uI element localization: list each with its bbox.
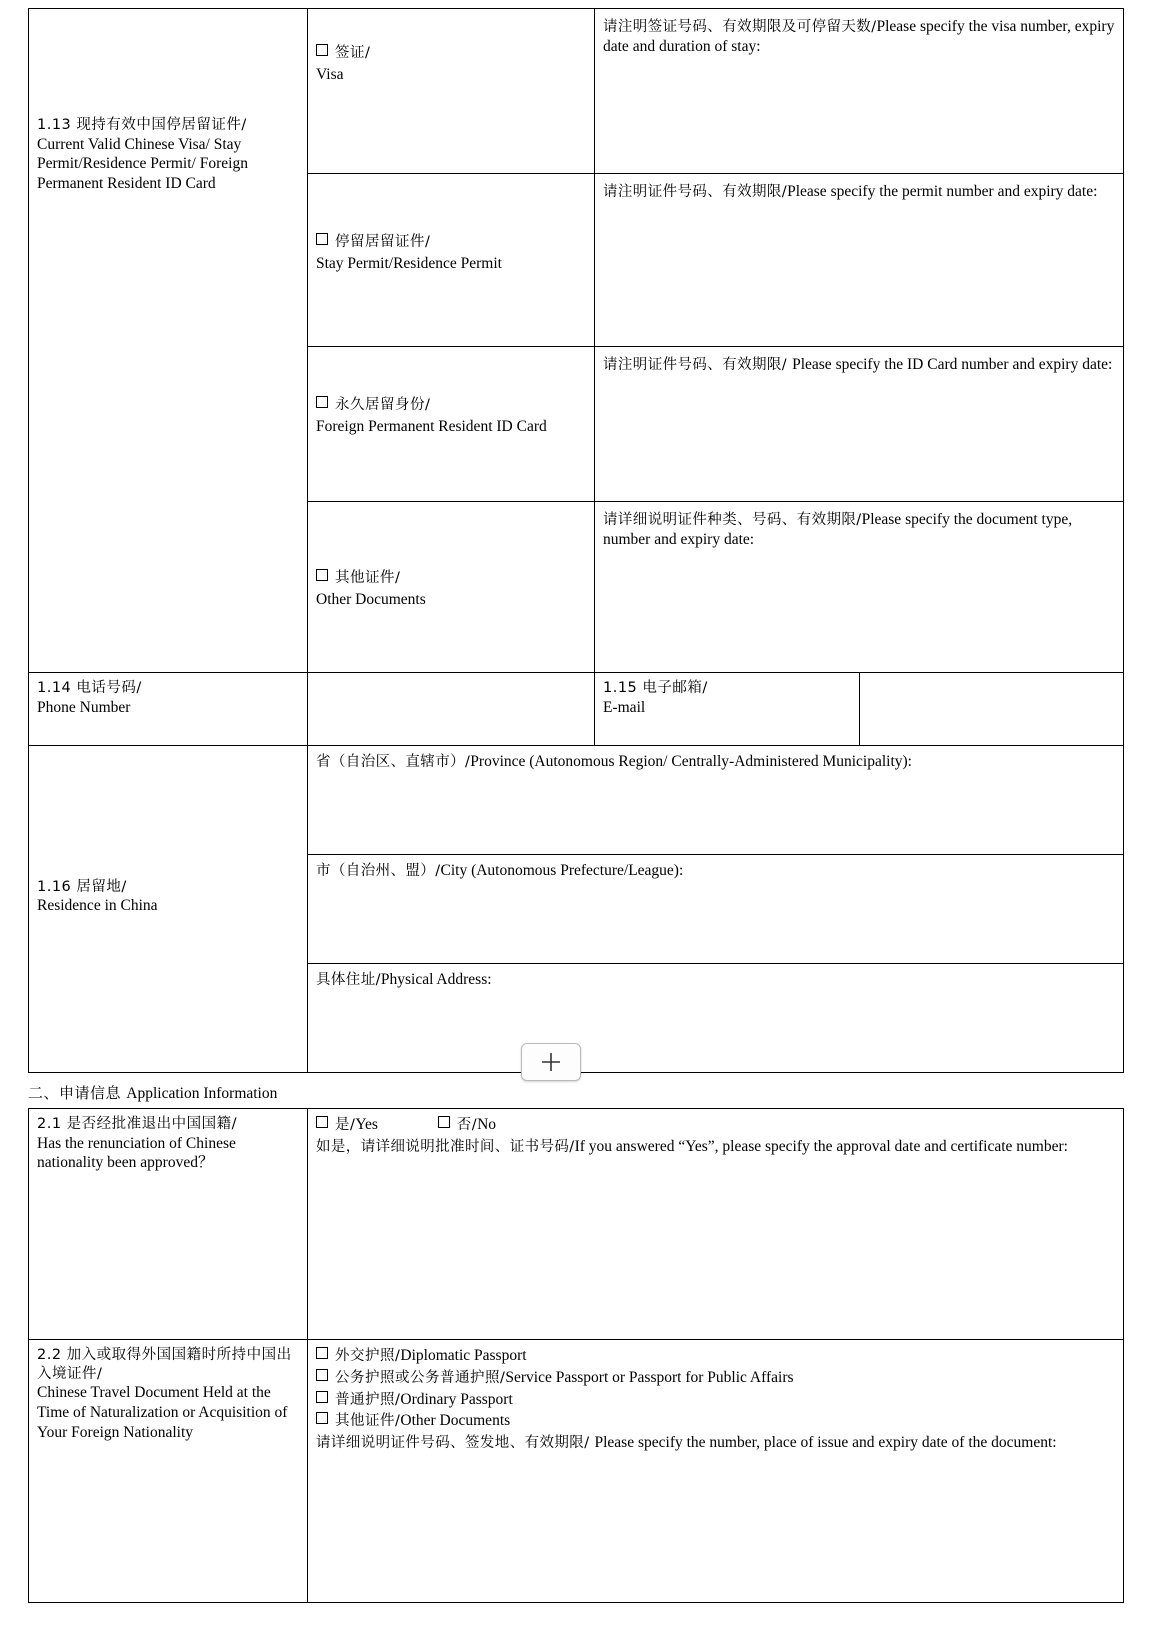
instruction-2-2-en: Please specify the number, place of issue and expiry date of the document:: [594, 1434, 1057, 1452]
checkbox-stay-permit-label-en: Stay Permit/Residence Permit: [316, 254, 502, 272]
instruction-2-1-en: If you answered “Yes”, please specify the approval date and certificate number:: [574, 1137, 1068, 1155]
checkbox-permanent-resident-label-en: Foreign Permanent Resident ID Card: [316, 417, 547, 435]
checkbox-cell-stay-permit[interactable]: [308, 174, 595, 347]
option-other-documents[interactable]: [316, 1411, 1115, 1431]
section-heading-application-information: [28, 1082, 1126, 1103]
checkbox-visa[interactable]: [316, 44, 328, 56]
section-heading-en: Application Information: [126, 1085, 278, 1102]
checkbox-visa-label-cn: 签证/: [335, 45, 371, 61]
checkbox-other-documents-2-2[interactable]: [316, 1412, 328, 1424]
checkbox-other-documents-label-cn: 其他证件/: [335, 570, 401, 586]
input-cell-visa-details[interactable]: [595, 9, 1124, 174]
field-label-2-1: [29, 1109, 308, 1340]
label-physical-address-cn: 具体住址/: [316, 972, 381, 988]
checkbox-no-label-en: No: [477, 1116, 497, 1133]
input-cell-2-2[interactable]: [308, 1340, 1124, 1603]
table-row: [29, 673, 1124, 746]
field-label-1-15: [595, 673, 860, 746]
table-row: [29, 1340, 1124, 1603]
field-label-2-2: [29, 1340, 308, 1603]
label-2-2-cn: 2.2 加入或取得外国国籍时所持中国出入境证件/: [37, 1347, 292, 1382]
input-physical-address[interactable]: [308, 964, 1124, 1073]
option-service-passport-en: Service Passport or Passport for Public Affairs: [505, 1368, 794, 1386]
checkbox-other-documents[interactable]: [316, 569, 328, 581]
checkbox-no-label-cn: 否/: [456, 1117, 478, 1133]
label-physical-address-en: Physical Address:: [380, 971, 492, 988]
label-1-15-cn: 1.15 电子邮箱/: [603, 680, 708, 696]
checkbox-renunciation-no[interactable]: [438, 1116, 450, 1128]
option-service-passport[interactable]: [316, 1368, 1115, 1388]
instruction-other-documents-en: Please specify the document type, number and expiry date:: [603, 511, 1073, 549]
option-ordinary-passport-en: Ordinary Passport: [400, 1390, 513, 1408]
label-1-14-cn: 1.14 电话号码/: [37, 680, 142, 696]
checkbox-diplomatic-passport[interactable]: [316, 1347, 328, 1359]
option-other-documents-en: Other Documents: [400, 1412, 511, 1430]
option-service-passport-cn: 公务护照或公务普通护照/: [335, 1369, 506, 1386]
checkbox-permanent-resident-label-cn: 永久居留身份/: [335, 397, 431, 413]
option-diplomatic-passport[interactable]: [316, 1346, 1115, 1366]
label-1-15-en: E-mail: [603, 698, 646, 716]
input-cell-stay-permit-details[interactable]: [595, 174, 1124, 347]
instruction-other-documents-cn: 请详细说明证件种类、号码、有效期限/: [603, 512, 862, 528]
input-email[interactable]: [859, 673, 1124, 746]
checkbox-stay-permit[interactable]: [316, 233, 328, 245]
field-label-1-16: [29, 746, 308, 1073]
label-1-13-cn: 1.13 现持有效中国停居留证件/: [37, 116, 247, 133]
option-other-documents-cn: 其他证件/: [335, 1413, 401, 1430]
label-1-14-en: Phone Number: [37, 698, 131, 716]
table-row: [29, 1109, 1124, 1340]
checkbox-service-passport[interactable]: [316, 1369, 328, 1381]
table-row: [29, 9, 1124, 174]
instruction-2-1-cn: 如是，请详细说明批准时间、证书号码/: [316, 1138, 575, 1155]
instruction-stay-permit-en: Please specify the permit number and expiry date:: [787, 183, 1098, 200]
field-label-1-13: [29, 9, 308, 673]
table-row: [29, 746, 1124, 855]
checkbox-cell-visa[interactable]: [308, 9, 595, 174]
checkbox-ordinary-passport[interactable]: [316, 1391, 328, 1403]
checkbox-cell-permanent-resident[interactable]: [308, 347, 595, 502]
instruction-permanent-resident-en: Please specify the ID Card number and expiry date:: [792, 356, 1113, 373]
option-ordinary-passport-cn: 普通护照/: [335, 1391, 401, 1408]
label-city-en: City (Autonomous Prefecture/League):: [440, 862, 684, 879]
section-heading-cn: 二、申请信息: [28, 1084, 127, 1102]
checkbox-stay-permit-label-cn: 停留居留证件/: [335, 234, 431, 250]
input-cell-2-1[interactable]: [308, 1109, 1124, 1340]
label-1-16-cn: 1.16 居留地/: [37, 878, 127, 895]
instruction-2-2-cn: 请详细说明证件号码、签发地、有效期限/: [316, 1435, 595, 1452]
application-information-table: [28, 1108, 1124, 1603]
plus-icon: [538, 1049, 564, 1075]
instruction-visa-cn: 请注明签证号码、有效期限及可停留天数/: [603, 19, 877, 35]
checkbox-other-documents-label-en: Other Documents: [316, 590, 426, 608]
personal-information-table: [28, 8, 1124, 1073]
checkbox-yes-label-cn: 是/: [335, 1117, 356, 1133]
label-2-1-en: Has the renunciation of Chinese nationality been approved？: [37, 1134, 236, 1172]
option-diplomatic-passport-en: Diplomatic Passport: [400, 1347, 527, 1364]
checkbox-yes-label-en: Yes: [355, 1116, 378, 1133]
checkbox-renunciation-yes[interactable]: [316, 1116, 328, 1128]
label-1-16-en: Residence in China: [37, 897, 158, 915]
option-diplomatic-passport-cn: 外交护照/: [335, 1348, 401, 1364]
label-2-2-en: Chinese Travel Document Held at the Time of Naturalization or Acquisition of Your Foreign Nationality: [37, 1384, 288, 1441]
input-cell-permanent-resident-details[interactable]: [595, 347, 1124, 502]
input-cell-other-documents-details[interactable]: [595, 502, 1124, 673]
option-ordinary-passport[interactable]: [316, 1390, 1115, 1410]
checkbox-visa-label-en: Visa: [316, 65, 344, 83]
label-2-1-cn: 2.1 是否经批准退出中国国籍/: [37, 1116, 238, 1132]
instruction-visa-en: Please specify the visa number, expiry date and duration of stay:: [603, 18, 1115, 56]
input-phone-number[interactable]: [308, 673, 595, 746]
label-province-en: Province (Autonomous Region/ Centrally-Administered Municipality):: [470, 753, 912, 770]
checkbox-cell-other-documents[interactable]: [308, 502, 595, 673]
label-1-13-en: Current Valid Chinese Visa/ Stay Permit/Residence Permit/ Foreign Permanent Resident ID Card: [37, 135, 248, 193]
field-label-1-14: [29, 673, 308, 746]
label-province-cn: 省（自治区、直辖市）/: [316, 754, 471, 770]
instruction-permanent-resident-cn: 请注明证件号码、有效期限/: [603, 357, 793, 373]
input-city[interactable]: [308, 855, 1124, 964]
input-province[interactable]: [308, 746, 1124, 855]
checkbox-permanent-resident[interactable]: [316, 396, 328, 408]
instruction-stay-permit-cn: 请注明证件号码、有效期限/: [603, 184, 788, 200]
label-city-cn: 市（自治州、盟）/: [316, 863, 441, 879]
add-button[interactable]: [521, 1043, 581, 1081]
